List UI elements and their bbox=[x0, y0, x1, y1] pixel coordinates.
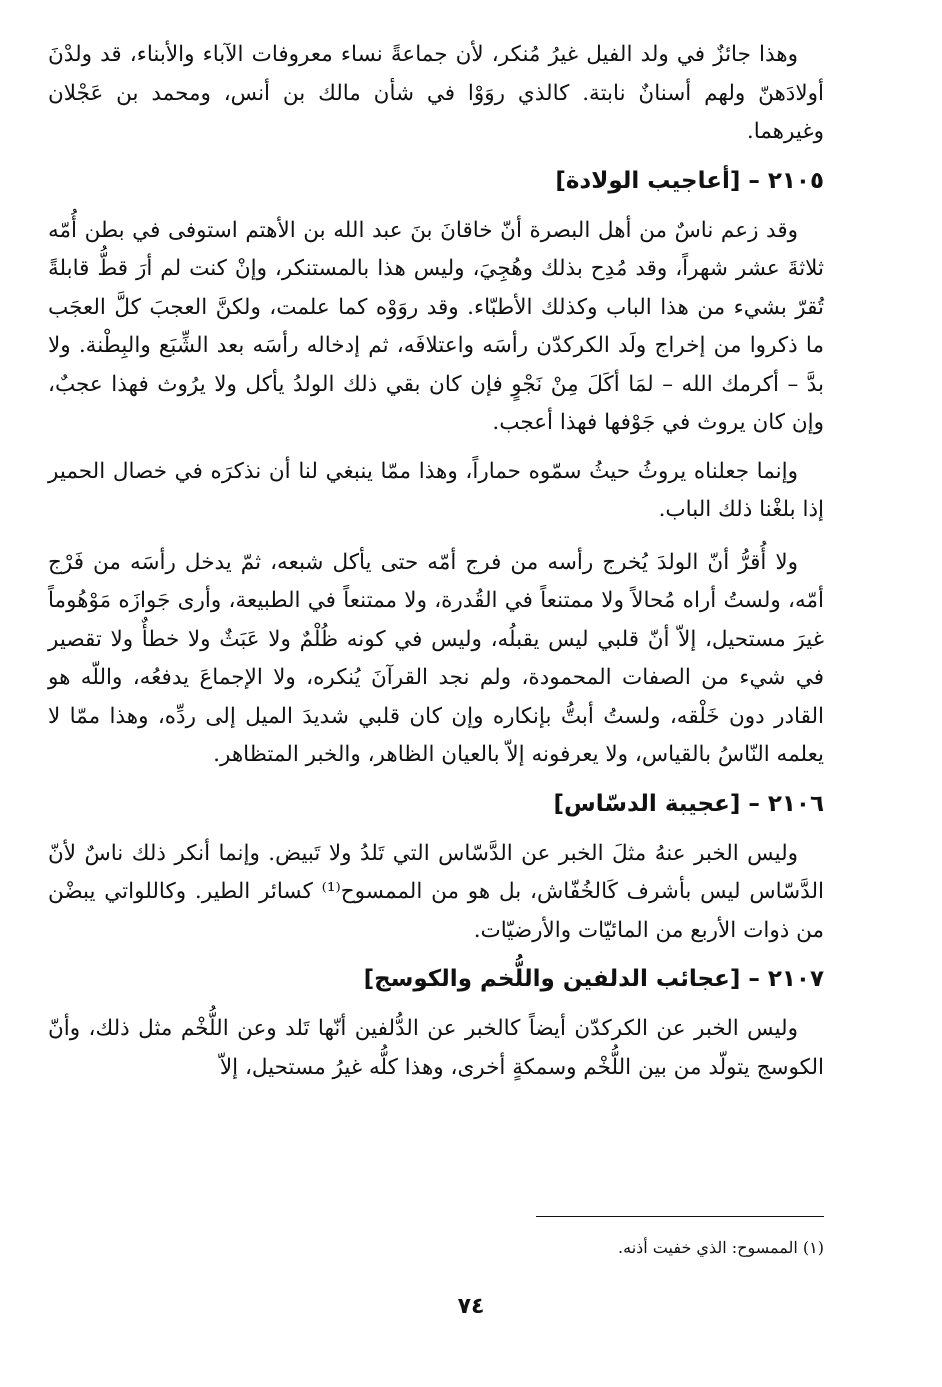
heading-dash: – bbox=[748, 790, 760, 817]
page-number: ٧٤ bbox=[457, 1294, 485, 1319]
section-number: ٢١٠٦ bbox=[767, 790, 824, 817]
section-heading-2106 bbox=[48, 787, 824, 821]
paragraph: وإنما جعلناه يروثُ حيثُ سمّوه حماراً، وهذا ممّا ينبغي لنا أن نذكرَه في خصال الحمير إذا بلغْنا ذلك الباب. bbox=[48, 458, 824, 522]
paragraph: وقد زعم ناسٌ من أهل البصرة أنّ خاقانَ بنَ عبد الله بن الأهتم استوفى في بطن أُمّه ثلاثةَ عشر شهراً، وقد مُدِح بذلك وهُجِيَ، وليس هذا بالمستنكر، وإنْ كنت لم أرَ قطُّ قابلةً تُقرّ بشيء من هذا الباب وكذلك الأطبّاء. وقد روَوْه كما علمت، ولكنَّ العجبَ كلَّ العجَب ما ذكروا من إخراج ولَد الكركدّن رأسَه واعتلافَه، ثم إدخاله رأسَه بعد الشِّبَع والبِطْنة. ولا بدَّ – أكرمك الله – لمَا أكَلَ مِنْ نَجْوٍ فإن كان بقي ذلك الولدُ يأكل ولا يرُوث فهذا عجبٌ، وإن كان يروث في جَوْفها فهذا أعجب. bbox=[48, 217, 824, 435]
footnote: (١) الممسوح: الذي خفيت أذنه. bbox=[618, 1238, 824, 1257]
paragraph: وليس الخبر عن الكركدّن أيضاً كالخبر عن الدُّلفين أنّها تَلد وعن اللُّخْم مثل ذلك، وأنّ الكوسج يتولّد من بين اللُّخْم وسمكةٍ أخرى، وهذا كلُّه غيرُ مستحيل، إلاّ bbox=[48, 1016, 824, 1080]
page-body bbox=[48, 36, 824, 1087]
heading-dash: – bbox=[748, 167, 760, 194]
section-number: ٢١٠٥ bbox=[767, 167, 824, 194]
section-title: [عجيبة الدسّاس] bbox=[553, 790, 741, 817]
paragraph: وليس الخبر عنهُ مثلَ الخبر عن الدَّسّاس التي تَلدُ ولا تَبيض. وإنما أنكر ذلك ناسٌ لأنّ الدَّسّاس ليس بأشرف كَالخُفّاش، بل هو من الممسوح⁽¹⁾ كسائر الطير. وكاللواتي يبضْن من ذوات الأربع من المائيّات والأرضيّات. bbox=[48, 840, 824, 943]
paragraph: ولا أُقرُّ أنّ الولدَ يُخرج رأسه من فرج أمّه حتى يأكل شبعه، ثمّ يدخل رأسَه من فَرْج أمّه، ولستُ أراه مُحالاً ولا ممتنعاً في القُدرة، ولا ممتنعاً في الطبيعة، وأرى جَوازَه مَوْهُوماً غيرَ مستحيل، إلاّ أنّ قلبي ليس يقبلُه، وليس في كونه ظُلْمٌ ولا عَبَثٌ ولا خطأٌ ولا تقصير في شيء من الصفات المحمودة، ولم نجد القرآنَ يُنكره، ولا الإجماعَ يدفعُه، واللّه هو القادر دون خَلْقه، ولستُ أبتُّ بإنكاره وإن كان قلبي شديدَ الميل إلى ردِّه، وهذا ممّا لا يعلمه النّاسُ بالقياس، ولا يعرفونه إلاّ بالعيان الظاهر، والخبر المتظاهر. bbox=[48, 549, 824, 767]
section-title: [أعاجيب الولادة] bbox=[555, 167, 741, 194]
section-heading-2107 bbox=[48, 962, 824, 996]
heading-dash: – bbox=[748, 966, 760, 992]
section-heading-2105 bbox=[48, 164, 824, 198]
section-number: ٢١٠٧ bbox=[767, 966, 824, 992]
paragraph: وهذا جائزٌ في ولد الفيل غيرُ مُنكر، لأن جماعةً نساء معروفات الآباء والأبناء، قد ولدْنَ أولادَهنّ ولهم أسنانٌ نابتة. كالذي روَوْا في شأن مالك بن أنس، ومحمد بن عَجْلان وغيرهما. bbox=[48, 42, 824, 144]
footnote-divider bbox=[536, 1216, 824, 1217]
section-title: [عجائب الدلفين واللُّخم والكوسج] bbox=[363, 966, 741, 992]
